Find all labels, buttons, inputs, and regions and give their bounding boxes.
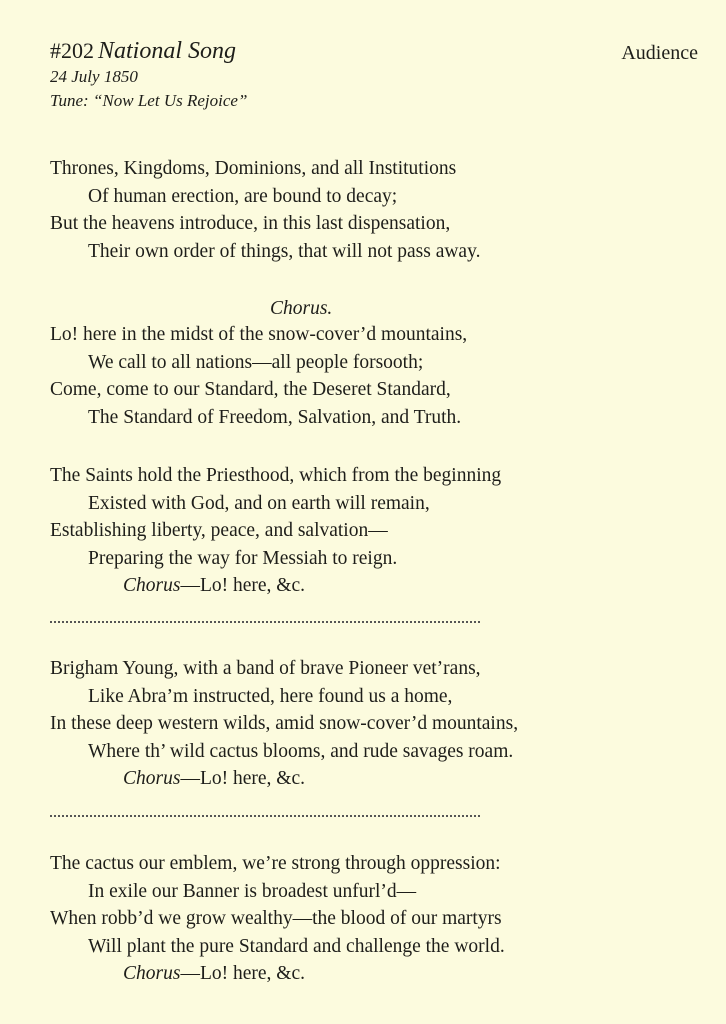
lyric-line: Will plant the pure Standard and challenge the world. xyxy=(88,935,505,957)
section-divider xyxy=(50,621,480,623)
chorus-word: Chorus xyxy=(123,768,181,789)
lyric-line: Thrones, Kingdoms, Dominions, and all Institutions xyxy=(50,158,457,179)
lyric-line: But the heavens introduce, in this last dispensation, xyxy=(50,213,451,234)
lyric-line: Preparing the way for Messiah to reign. xyxy=(88,547,398,569)
lyric-line: Existed with God, and on earth will remain, xyxy=(88,492,430,514)
lyric-line: The Standard of Freedom, Salvation, and Truth. xyxy=(88,406,462,428)
lyric-line: When robb’d we grow wealthy—the blood of our martyrs xyxy=(50,908,502,929)
chorus-reference xyxy=(123,768,305,790)
lyric-line: Like Abra’m instructed, here found us a home, xyxy=(88,685,453,707)
lyric-line: Of human erection, are bound to decay; xyxy=(88,185,398,207)
lyric-line: In these deep western wilds, amid snow-cover’d mountains, xyxy=(50,713,519,734)
lyric-line: The cactus our emblem, we’re strong through oppression: xyxy=(50,853,501,874)
song-tune: Tune: “Now Let Us Rejoice” xyxy=(50,91,248,110)
chorus-word: Chorus xyxy=(123,963,181,984)
song-title: National Song xyxy=(98,38,237,64)
lyric-line: In exile our Banner is broadest unfurl’d— xyxy=(88,880,417,902)
lyric-line: Brigham Young, with a band of brave Pioneer vet’rans, xyxy=(50,658,481,679)
chorus-heading: Chorus. xyxy=(270,298,333,319)
lyric-line: Lo! here in the midst of the snow-cover’d mountains, xyxy=(50,324,468,345)
lyric-line: The Saints hold the Priesthood, which from the beginning xyxy=(50,465,502,486)
lyric-line: We call to all nations—all people forsooth; xyxy=(88,351,424,373)
lyric-line: Where th’ wild cactus blooms, and rude savages roam. xyxy=(88,740,514,762)
chorus-rest: —Lo! here, &c. xyxy=(180,963,305,984)
chorus-reference xyxy=(123,963,305,985)
lyric-line: Their own order of things, that will not pass away. xyxy=(88,240,481,262)
chorus-reference xyxy=(123,575,305,597)
song-date: 24 July 1850 xyxy=(50,67,138,86)
section-divider xyxy=(50,815,480,817)
category-label: Audience xyxy=(621,42,698,64)
chorus-rest: —Lo! here, &c. xyxy=(180,768,305,789)
song-header xyxy=(50,38,247,113)
chorus-word: Chorus xyxy=(123,575,181,596)
lyric-line: Come, come to our Standard, the Deseret Standard, xyxy=(50,379,451,400)
lyric-line: Establishing liberty, peace, and salvation— xyxy=(50,520,388,541)
chorus-rest: —Lo! here, &c. xyxy=(180,575,305,596)
song-number: #202 xyxy=(50,38,94,63)
